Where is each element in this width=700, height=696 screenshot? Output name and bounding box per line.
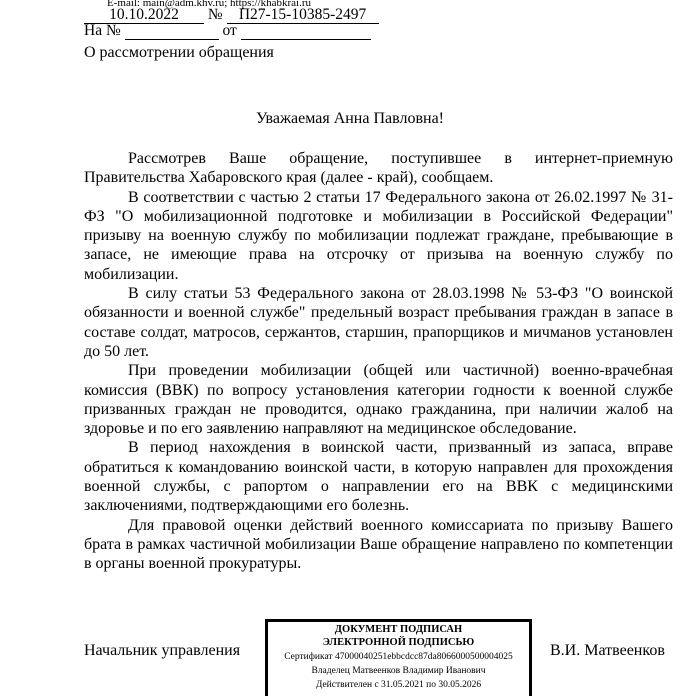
reference-date-blank — [241, 23, 371, 40]
stamp-heading-line2: ЭЛЕКТРОННОЙ ПОДПИСЬЮ — [322, 637, 475, 648]
stamp-heading-line1: ДОКУМЕНТ ПОДПИСАН — [334, 624, 463, 635]
contacts-line: E-mail: main@adm.khv.ru; https://khabkrai.ru — [107, 0, 312, 9]
paragraph: При проведении мобилизации (общей или частичной) военно-врачебная комиссия (ВВК) по вопросу установления категории годности к военной службе призванных граждан не проводится, однако гражданина, при наличии жалоб на здоровье и по его заявлению направляют на медицинское обследование. — [84, 362, 673, 438]
electronic-signature-stamp — [265, 619, 532, 696]
paragraph: Рассмотрев Ваше обращение, поступившее в интернет-приемную Правительства Хабаровского края (далее - край), сообщаем. — [84, 150, 673, 187]
paragraph: Для правовой оценки действий военного комиссариата по призыву Вашего брата в рамках частичной мобилизации Ваше обращение направлено по компетенции в органы военной прокуратуры. — [84, 516, 673, 573]
subject-line: О рассмотрении обращения — [84, 44, 274, 61]
document-number: П27-15-10385-2497 — [227, 7, 379, 24]
stamp-validity: Действителен с 31.05.2021 по 30.05.2026 — [315, 680, 482, 690]
greeting: Уважаемая Анна Павловна! — [255, 110, 444, 127]
reference-label: На № — [84, 22, 121, 39]
reference-from-label: от — [222, 22, 237, 39]
stamp-owner: Владелец Матвеенков Владимир Иванович — [311, 666, 486, 676]
document-date: 10.10.2022 — [84, 7, 204, 24]
stamp-certificate: Сертификат 47000040251ebbcdcc87da8066000500004025 — [284, 652, 513, 662]
reference-number-blank — [125, 23, 219, 40]
number-sign: № — [207, 6, 223, 23]
letter-body — [84, 149, 673, 574]
paragraph: В силу статьи 53 Федерального закона от 28.03.1998 № 53-ФЗ "О воинской обязанности и военной службе" предельный возраст пребывания граждан в запасе в составе солдат, матросов, сержантов, старшин, прапорщиков и мичманов установлен до 50 лет. — [84, 285, 673, 360]
signatory-name: В.И. Матвеенков — [550, 642, 665, 659]
reference-line — [84, 22, 371, 40]
paragraph: В период нахождения в воинской части, призванный из запаса, вправе обратиться к командованию воинской части, в которую направлен для прохождения военной службы, с рапортом о направлении его на ВВК с медицинскими заключениями, подтверждающими его болезнь. — [84, 439, 673, 515]
signatory-title: Начальник управления — [84, 642, 241, 659]
paragraph: В соответствии с частью 2 статьи 17 Федерального закона от 26.02.1997 № 31-ФЗ "О мобилизационной подготовке и мобилизации в Российской Федерации" призыву на военную службу по мобилизации подлежат граждане, пребывающие в запасе, не имеющие права на отсрочку от призыва на военную службу по мобилизации. — [84, 188, 673, 283]
